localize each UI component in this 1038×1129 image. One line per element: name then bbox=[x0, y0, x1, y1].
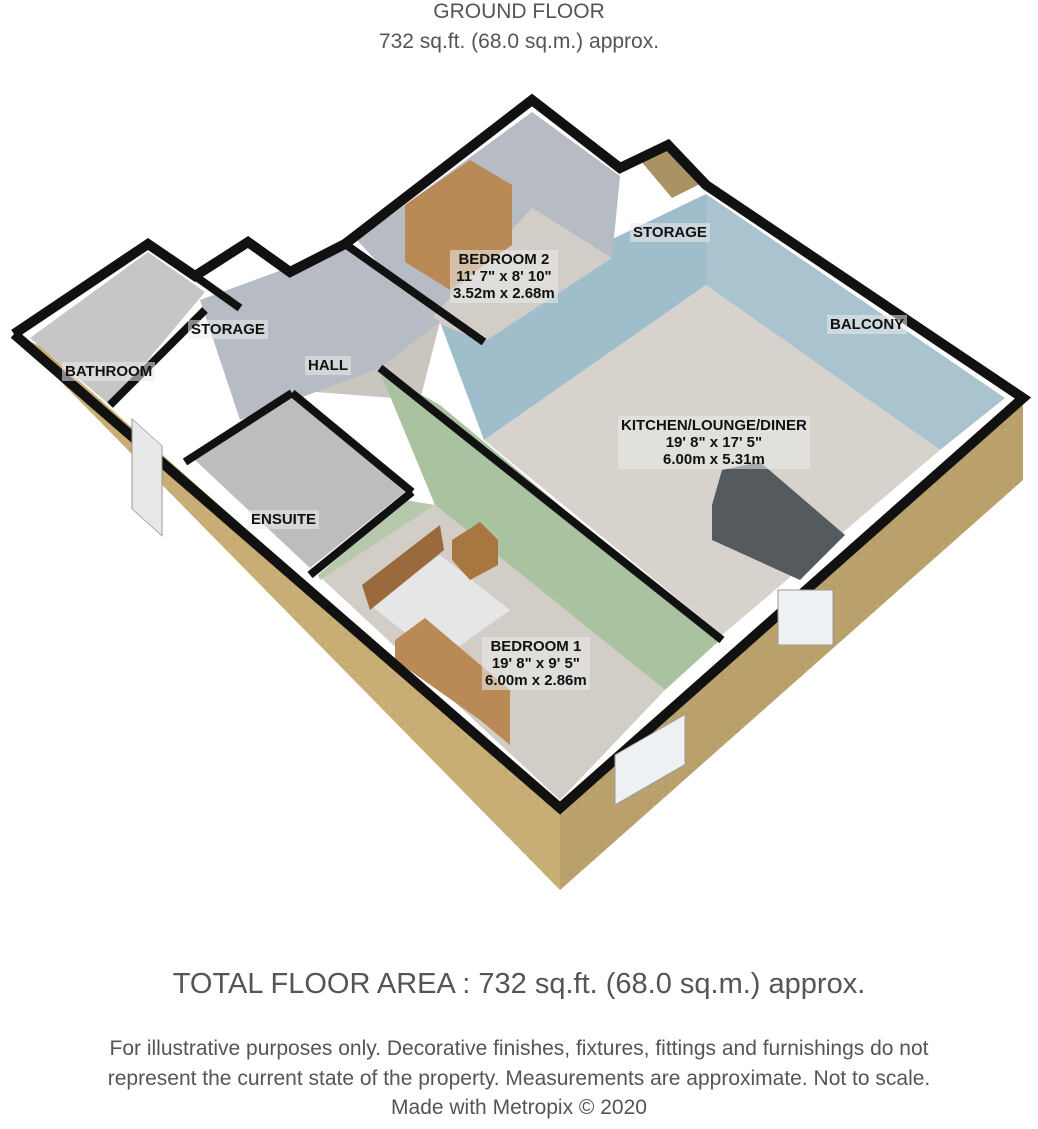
floor-title: GROUND FLOOR bbox=[433, 0, 605, 23]
room-label-balcony: BALCONY bbox=[827, 315, 907, 334]
disclaimer-line-2: represent the current state of the property. Measurements are approximate. Not to scale. bbox=[107, 1067, 931, 1090]
room-label-storage-left: STORAGE bbox=[188, 320, 268, 339]
total-floor-area: TOTAL FLOOR AREA : 732 sq.ft. (68.0 sq.m.) approx. bbox=[172, 968, 866, 1000]
exterior-door bbox=[132, 419, 162, 536]
floor-area: 732 sq.ft. (68.0 sq.m.) approx. bbox=[378, 30, 660, 53]
room-label-bedroom2: BEDROOM 2 11' 7" x 8' 10" 3.52m x 2.68m bbox=[450, 250, 558, 303]
room-label-hall: HALL bbox=[305, 356, 351, 375]
room-label-storage-top: STORAGE bbox=[630, 223, 710, 242]
window-kitchen bbox=[778, 590, 833, 645]
copyright-line: Made with Metropix © 2020 bbox=[391, 1096, 647, 1119]
disclaimer-line-1: For illustrative purposes only. Decorative finishes, fixtures, fittings and furnishings do not bbox=[109, 1037, 929, 1060]
room-label-bedroom1: BEDROOM 1 19' 8" x 9' 5" 6.00m x 2.86m bbox=[482, 637, 590, 690]
room-label-bathroom: BATHROOM bbox=[62, 362, 155, 381]
room-label-kitchen: KITCHEN/LOUNGE/DINER 19' 8" x 17' 5" 6.00m x 5.31m bbox=[618, 416, 810, 469]
room-label-ensuite: ENSUITE bbox=[248, 510, 319, 529]
bathroom-floor bbox=[30, 252, 205, 405]
